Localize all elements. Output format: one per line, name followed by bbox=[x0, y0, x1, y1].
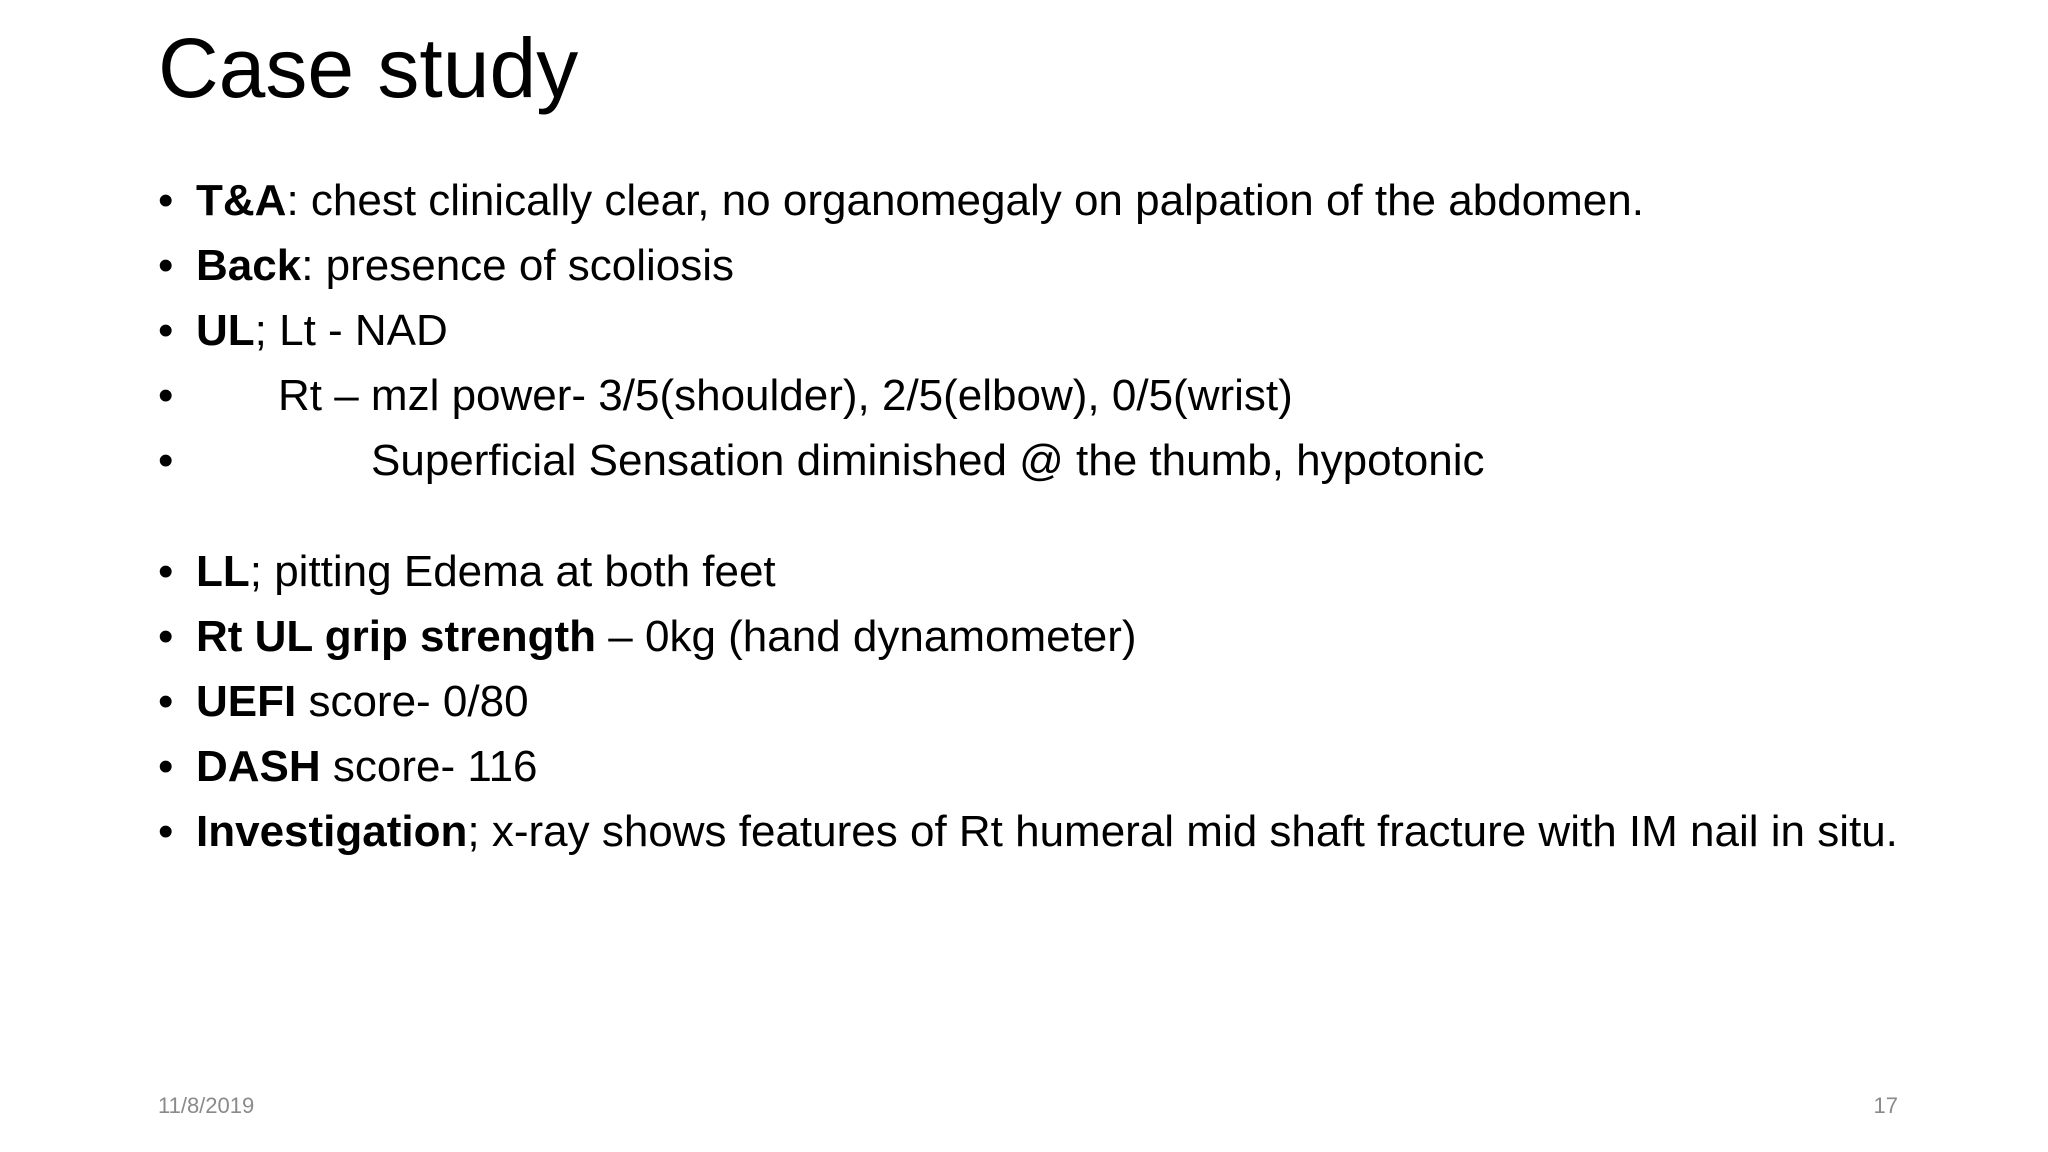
bullet-back bbox=[158, 243, 1918, 289]
bullet-ul-text: ; Lt - NAD bbox=[254, 306, 448, 355]
bullet-dash bbox=[158, 744, 1918, 790]
bullet-uefi bbox=[158, 679, 1918, 725]
bullet-ll-text: ; pitting Edema at both feet bbox=[249, 547, 776, 596]
bullet-sensation bbox=[158, 438, 1918, 484]
bullet-ta-label: T&A bbox=[196, 176, 287, 225]
bullet-ul bbox=[158, 308, 1918, 354]
bullet-investigation bbox=[158, 809, 1918, 855]
bullet-investigation-label: Investigation bbox=[196, 807, 468, 856]
bullet-uefi-label: UEFI bbox=[196, 677, 297, 726]
bullet-ll bbox=[158, 549, 1918, 595]
bullet-ta-text: : chest clinically clear, no organomegaly on palpation of the abdomen. bbox=[286, 176, 1644, 225]
bullet-rt-power bbox=[158, 373, 1918, 419]
footer-date: 11/8/2019 bbox=[158, 1093, 255, 1118]
bullet-back-label: Back bbox=[196, 241, 302, 290]
bullet-ul-label: UL bbox=[196, 306, 255, 355]
bullet-uefi-text: score- 0/80 bbox=[296, 677, 529, 726]
bullet-ta bbox=[158, 178, 1918, 224]
bullet-grip bbox=[158, 614, 1918, 660]
bullet-dash-text: score- 116 bbox=[320, 742, 538, 791]
bullet-sensation-text: Superficial Sensation diminished @ the thumb, hypotonic bbox=[371, 436, 1485, 485]
bullet-list bbox=[158, 178, 1918, 874]
bullet-rt-power-text: Rt – mzl power- 3/5(shoulder), 2/5(elbow), 0/5(wrist) bbox=[278, 371, 1293, 420]
bullet-grip-text: – 0kg (hand dynamometer) bbox=[596, 612, 1137, 661]
footer-page-number: 17 bbox=[1873, 1093, 1898, 1118]
slide-title: Case study bbox=[158, 21, 579, 115]
bullet-dash-label: DASH bbox=[196, 742, 321, 791]
bullet-back-text: : presence of scoliosis bbox=[301, 241, 735, 290]
bullet-investigation-text: ; x-ray shows features of Rt humeral mid shaft fracture with IM nail in situ. bbox=[467, 807, 1898, 856]
bullet-grip-label: Rt UL grip strength bbox=[196, 612, 597, 661]
bullet-ll-label: LL bbox=[196, 547, 250, 596]
